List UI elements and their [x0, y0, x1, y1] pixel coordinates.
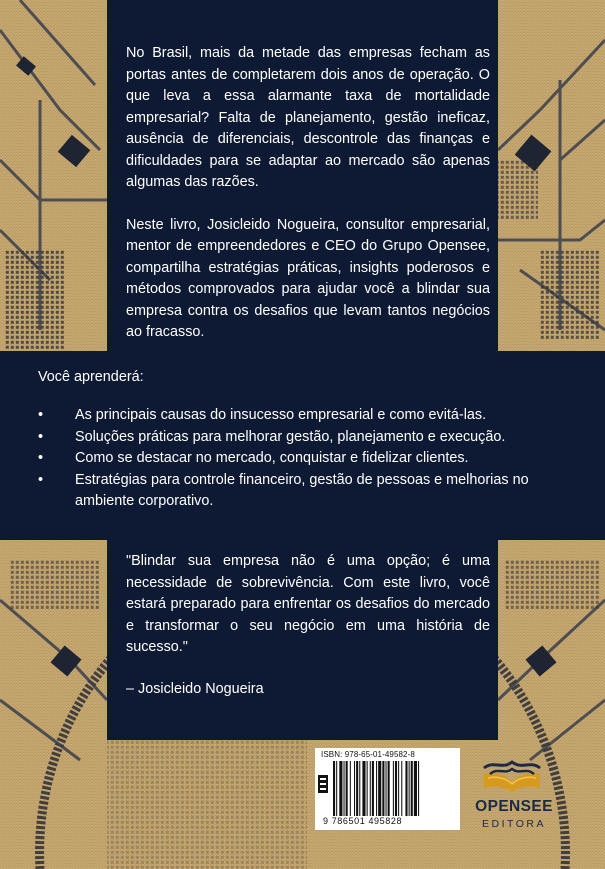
barcode-bar: [388, 761, 390, 816]
intro-text: [126, 43, 490, 344]
learn-list-item: • Como se destacar no mercado, conquistar e fidelizar clientes.: [38, 448, 562, 470]
quote-text: "Blindar sua empresa não é uma opção; é uma necessidade de sobrevivência. Com este livro, você estará preparado para enfrentar os desafios do mercado e transformar o seu negócio em uma história de sucesso.": [126, 553, 490, 655]
barcode-bar: [370, 761, 371, 816]
isbn-label: ISBN: 978-65-01-49582-8: [321, 750, 415, 759]
barcode-box: [315, 748, 460, 830]
publisher-logo: [458, 752, 570, 842]
book-logo-icon: [482, 754, 542, 796]
quote-author: – Josicleido Nogueira: [126, 681, 264, 697]
barcode-bar: [411, 761, 413, 816]
barcode-bar: [376, 761, 377, 816]
publisher-subtitle: EDITORA: [482, 818, 546, 830]
barcode-bar: [367, 761, 368, 816]
barcode-bars: [331, 761, 455, 816]
barcode-bar: [393, 761, 394, 816]
barcode-bar: [409, 761, 410, 816]
barcode-bar: [372, 761, 374, 816]
barcode-bar: [350, 761, 351, 816]
barcode-bar: [346, 761, 348, 816]
barcode-bar: [395, 761, 397, 816]
barcode-bar: [354, 761, 355, 816]
cbl-icon: [317, 774, 329, 794]
intro-paragraph-1: No Brasil, mais da metade das empresas fecham as portas antes de completarem dois anos de operação. O que leva a essa alarmante taxa de mortalidade empresarial? Falta de planejamento, gestão ineficaz, ausência de diferenciais, descontrole das finanças e dificuldades para se adaptar ao mercado são apenas algumas das razões.: [126, 45, 490, 190]
barcode-bar: [398, 761, 399, 816]
barcode-bar: [336, 761, 337, 816]
barcode-bar: [339, 761, 342, 816]
intro-paragraph-2: Neste livro, Josicleido Nogueira, consultor empresarial, mentor de empreendedores e CEO do Grupo Opensee, compartilha estratégias práticas, insights poderosos e métodos comprovados para ajudar você a blindar sua empresa contra os desafios que levam tantos negócios ao fracasso.: [126, 216, 490, 340]
publisher-name: OPENSEE: [475, 798, 553, 815]
barcode-digits: 9 786501 495828: [323, 816, 403, 826]
barcode-bar: [414, 761, 417, 816]
barcode-bar: [401, 761, 402, 816]
barcode-bar: [418, 761, 419, 816]
barcode-bar: [333, 761, 335, 816]
barcode-bar: [386, 761, 387, 816]
barcode-bar: [356, 761, 358, 816]
learn-title: Você aprenderá:: [38, 369, 144, 385]
barcode-bar: [359, 761, 360, 816]
barcode-bar: [362, 761, 365, 816]
barcode-bar: [405, 761, 407, 816]
barcode-bar: [344, 761, 345, 816]
learn-list-item: • As principais causas do insucesso empresarial e como evitá-las.: [38, 405, 562, 427]
barcode-bar: [382, 761, 384, 816]
learn-list-item: • Estratégias para controle financeiro, gestão de pessoas e melhorias no ambiente corporativo.: [38, 470, 562, 513]
barcode-bar: [378, 761, 381, 816]
learn-list-item: • Soluções práticas para melhorar gestão, planejamento e execução.: [38, 427, 562, 449]
learn-list: [38, 405, 562, 513]
